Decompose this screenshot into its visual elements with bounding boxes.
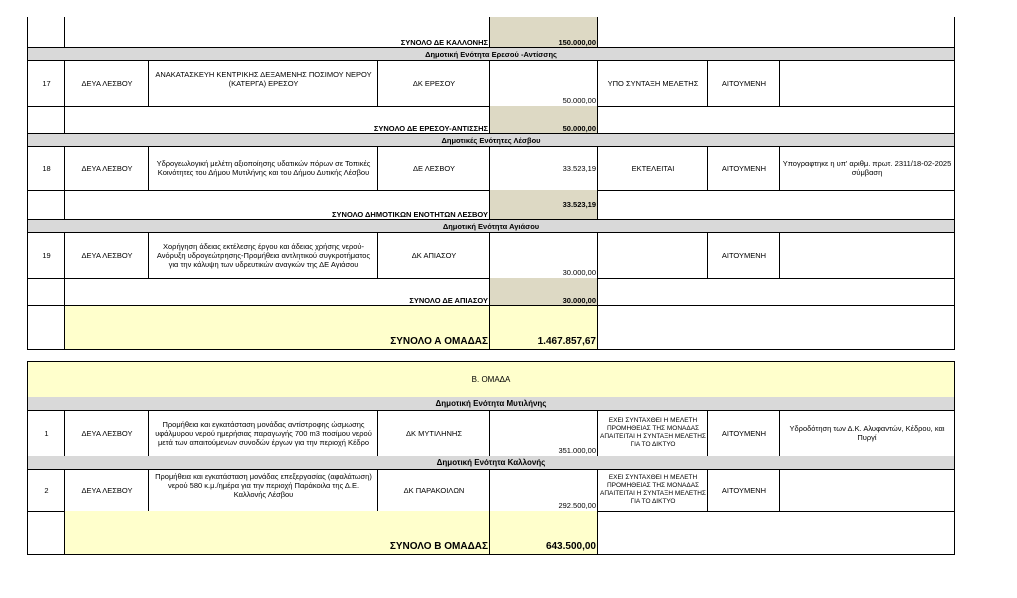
row17-amount: 50.000,00 (489, 60, 598, 107)
eresou-subtotal-label: ΣΥΝΟΛΟ ΔΕ ΕΡΕΣΟΥ-ΑΝΤΙΣΣΗΣ (64, 106, 490, 134)
group-b-total-blank (27, 511, 65, 555)
rowb1-body: ΔΕΥΑ ΛΕΣΒΟΥ (64, 410, 149, 457)
row17-notes (779, 60, 955, 107)
lesvou-subtotal-amount: 33.523,19 (489, 190, 598, 220)
row17-request: ΑΙΤΟΥΜΕΝΗ (707, 60, 780, 107)
row17-body: ΔΕΥΑ ΛΕΣΒΟΥ (64, 60, 149, 107)
rowb2-notes (779, 469, 955, 512)
group-b-total-label: ΣΥΝΟΛΟ Β ΟΜΑΔΑΣ (64, 511, 490, 555)
row19-num: 19 (27, 232, 65, 279)
agiasou-subtotal-rest (597, 278, 955, 306)
rowb1-notes: Υδροδότηση των Δ.Κ. Αλυφαντών, Κέδρου, και Πυργί (779, 410, 955, 457)
group-a-total-amount: 1.467.857,67 (489, 305, 598, 350)
group-a-total-rest (597, 305, 955, 350)
kalloni-subtotal-blank (27, 17, 65, 48)
row18-num: 18 (27, 146, 65, 191)
eresou-subtotal-rest (597, 106, 955, 134)
row19-status (597, 232, 708, 279)
section-kallonis: Δημοτική Ενότητα Καλλονής (27, 456, 955, 470)
group-b-total-rest (597, 511, 955, 555)
row17-status: ΥΠΟ ΣΥΝΤΑΞΗ ΜΕΛΕΤΗΣ (597, 60, 708, 107)
group-a-total-label: ΣΥΝΟΛΟ Α ΟΜΑΔΑΣ (64, 305, 490, 350)
group-b-total-amount: 643.500,00 (489, 511, 598, 555)
rowb2-amount: 292.500,00 (489, 469, 598, 512)
rowb2-area: ΔΚ ΠΑΡΑΚΟΙΛΩΝ (377, 469, 490, 512)
row19-area: ΔΚ ΑΠΙΑΣΟΥ (377, 232, 490, 279)
section-agiasou: Δημοτική Ενότητα Αγιάσου (27, 219, 955, 233)
row17-title: ΑΝΑΚΑΤΑΣΚΕΥΗ ΚΕΝΤΡΙΚΗΣ ΔΕΞΑΜΕΝΗΣ ΠΟΣΙΜΟΥ ΝΕΡΟΥ (ΚΑΤΕΡΓΑ) ΕΡΕΣΟΥ (148, 60, 378, 107)
kalloni-subtotal-label: ΣΥΝΟΛΟ ΔΕ ΚΑΛΛΟΝΗΣ (64, 17, 490, 48)
section-lesvou: Δημοτικές Ενότητες Λέσβου (27, 133, 955, 147)
lesvou-subtotal-label: ΣΥΝΟΛΟ ΔΗΜΟΤΙΚΩΝ ΕΝΟΤΗΤΩΝ ΛΕΣΒΟΥ (64, 190, 490, 220)
eresou-subtotal-blank (27, 106, 65, 134)
row17-area: ΔΚ ΕΡΕΣΟΥ (377, 60, 490, 107)
row18-status: ΕΚΤΕΛΕΙΤΑΙ (597, 146, 708, 191)
lesvou-subtotal-rest (597, 190, 955, 220)
rowb2-title: Προμήθεια και εγκατάσταση μονάδας επεξεργασίας (αφαλάτωση) νερού 580 κ.μ./ημέρα για την περιοχή Παράκοιλα της Δ.Ε. Καλλονής Λέσβου (148, 469, 378, 512)
agiasou-subtotal-label: ΣΥΝΟΛΟ ΔΕ ΑΠΙΑΣΟΥ (64, 278, 490, 306)
rowb2-status: ΕΧΕΙ ΣΥΝΤΑΧΘΕΙ Η ΜΕΛΕΤΗ ΠΡΟΜΗΘΕΙΑΣ ΤΗΣ ΜΟΝΑΔΑΣ ΑΠΑΙΤΕΙΤΑΙ Η ΣΥΝΤΑΞΗ ΜΕΛΕΤΗΣ ΓΙΑ ΤΟ ΔΙΚΤΥΟ (597, 469, 708, 512)
rowb2-body: ΔΕΥΑ ΛΕΣΒΟΥ (64, 469, 149, 512)
section-eresou: Δημοτική Ενότητα Ερεσού -Αντίσσης (27, 47, 955, 61)
row19-title: Χορήγηση άδειας εκτέλεσης έργου και άδειας χρήσης νερού-Ανόρυξη υδρογεώτρησης-Προμήθεια αντλητικού συγκροτήματος για την κάλυψη των υδρευτικών αναγκών της ΔΕ Αγιάσου (148, 232, 378, 279)
rowb1-request: ΑΙΤΟΥΜΕΝΗ (707, 410, 780, 457)
row19-amount: 30.000,00 (489, 232, 598, 279)
group-a-total-blank (27, 305, 65, 350)
rowb1-amount: 351.000,00 (489, 410, 598, 457)
rowb2-request: ΑΙΤΟΥΜΕΝΗ (707, 469, 780, 512)
row17-num: 17 (27, 60, 65, 107)
row18-title: Υδρογεωλογική μελέτη αξιοποίησης υδατικών πόρων σε Τοπικές Κοινότητες του Δήμου Μυτιλήνης και του Δήμου Δυτικής Λέσβου (148, 146, 378, 191)
row18-body: ΔΕΥΑ ΛΕΣΒΟΥ (64, 146, 149, 191)
row19-body: ΔΕΥΑ ΛΕΣΒΟΥ (64, 232, 149, 279)
row19-request: ΑΙΤΟΥΜΕΝΗ (707, 232, 780, 279)
row18-area: ΔΕ ΛΕΣΒΟΥ (377, 146, 490, 191)
agiasou-subtotal-blank (27, 278, 65, 306)
row18-notes: Υπογραφτηκε η υπ' αριθμ. πρωτ. 2311/18-02-2025 σύμβαση (779, 146, 955, 191)
row18-amount: 33.523,19 (489, 146, 598, 191)
eresou-subtotal-amount: 50.000,00 (489, 106, 598, 134)
rowb2-num: 2 (27, 469, 65, 512)
kalloni-subtotal-amount: 150.000,00 (489, 17, 598, 48)
rowb1-num: 1 (27, 410, 65, 457)
row18-request: ΑΙΤΟΥΜΕΝΗ (707, 146, 780, 191)
agiasou-subtotal-amount: 30.000,00 (489, 278, 598, 306)
rowb1-area: ΔΚ ΜΥΤΙΛΗΝΗΣ (377, 410, 490, 457)
section-mytilinis: Δημοτική Ενότητα Μυτιλήνης (27, 397, 955, 411)
rowb1-title: Προμήθεια και εγκατάσταση μονάδας αντίστροφης ώσμωσης υφάλμυρου νερού ημερήσιας παραγωγής 700 m3 ποσίμου νερού μετά των απαιτούμενων συνοδών έργων για την περιοχή Κέδρο (148, 410, 378, 457)
rowb1-status: ΕΧΕΙ ΣΥΝΤΑΧΘΕΙ Η ΜΕΛΕΤΗ ΠΡΟΜΗΘΕΙΑΣ ΤΗΣ ΜΟΝΑΔΑΣ ΑΠΑΙΤΕΙΤΑΙ Η ΣΥΝΤΑΞΗ ΜΕΛΕΤΗΣ ΓΙΑ ΤΟ ΔΙΚΤΥΟ (597, 410, 708, 457)
group-b-title: Β. ΟΜΑΔΑ (27, 361, 955, 398)
lesvou-subtotal-blank (27, 190, 65, 220)
kalloni-subtotal-rest (597, 17, 955, 48)
row19-notes (779, 232, 955, 279)
